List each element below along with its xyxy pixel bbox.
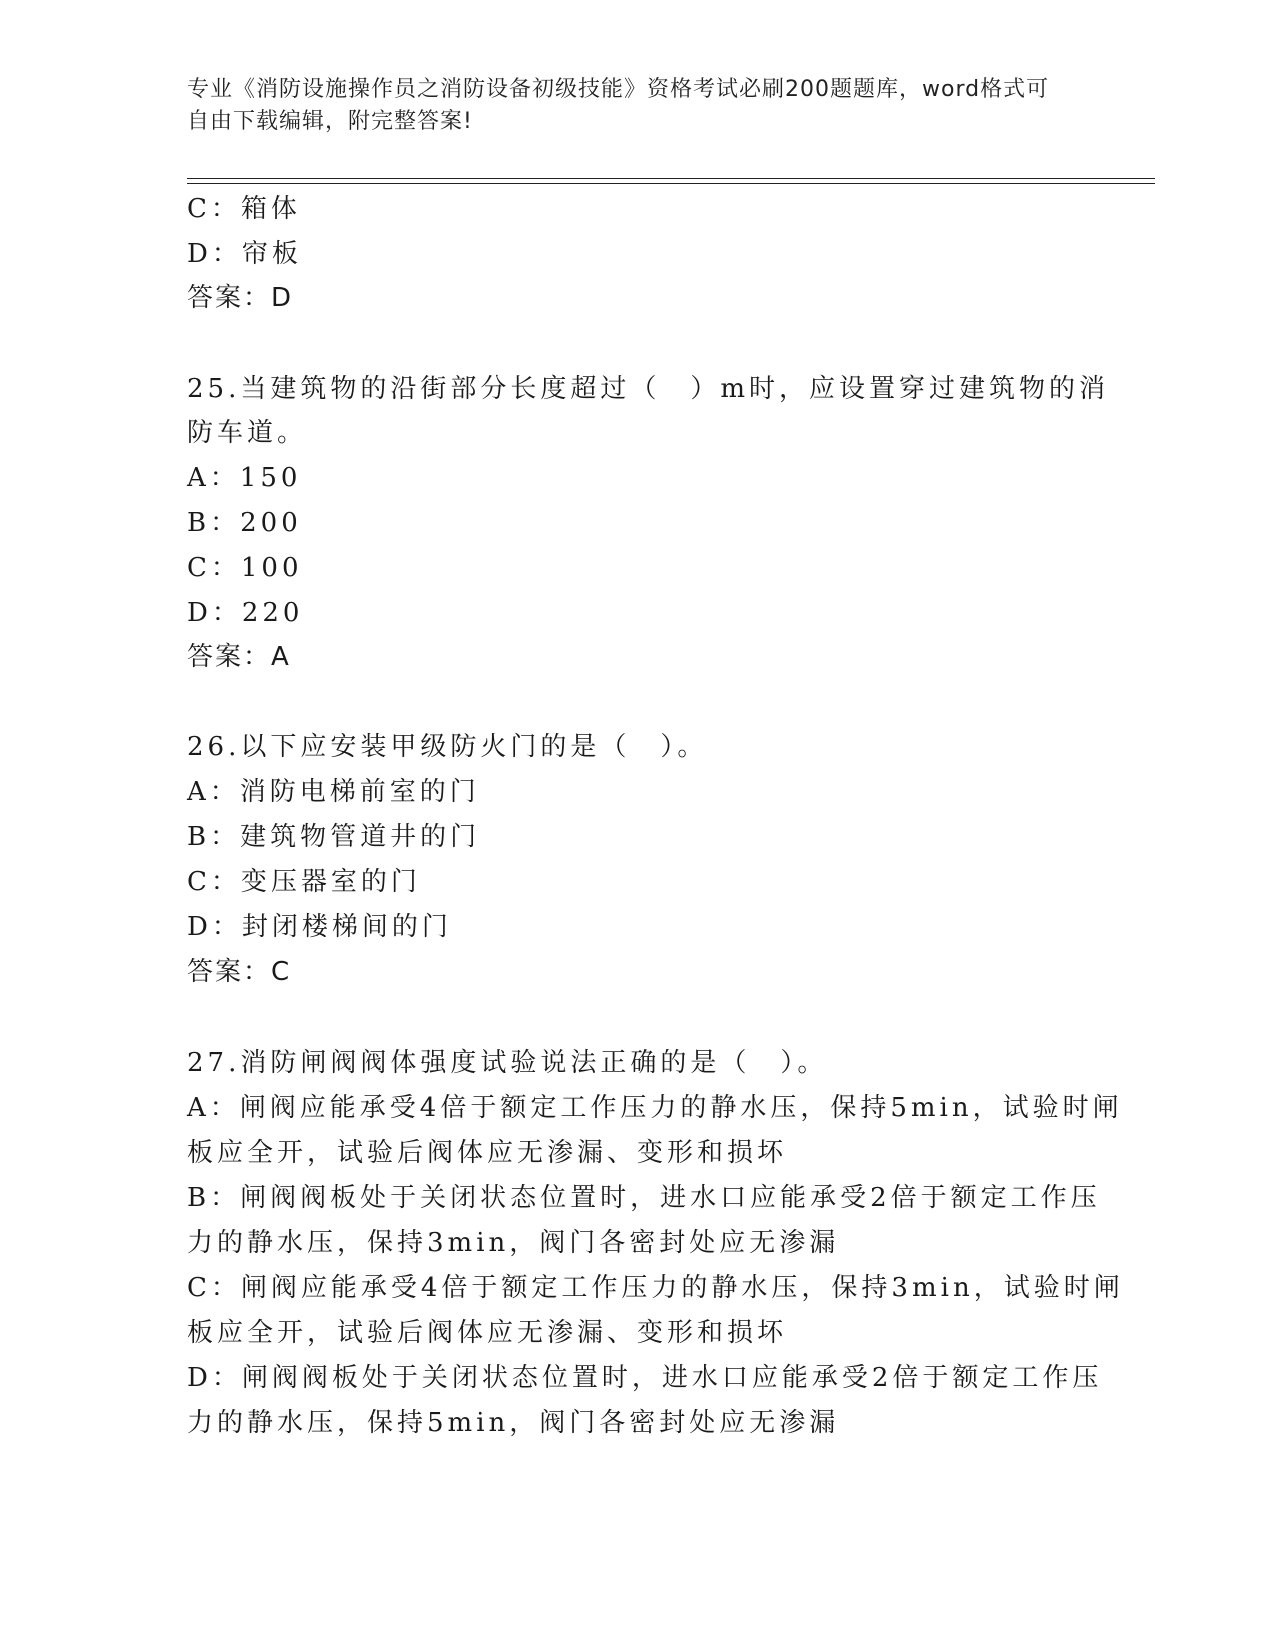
q26-option-c: C：变压器室的门 [187,867,421,897]
q27-option-a-line-2: 板应全开，试验后阀体应无渗漏、变形和损坏 [187,1138,788,1168]
q27-option-d-line-1: D：闸阀阀板处于关闭状态位置时，进水口应能承受2倍于额定工作压 [187,1363,1103,1393]
q27-option-a-line-1: A：闸阀应能承受4倍于额定工作压力的静水压，保持5min，试验时闸 [187,1093,1123,1123]
q25-answer: 答案：A [187,642,291,672]
q26-option-d: D：封闭楼梯间的门 [187,912,452,942]
q27-option-d-line-2: 力的静水压，保持5min，阀门各密封处应无渗漏 [187,1408,840,1438]
q27-stem: 27.消防闸阀阀体强度试验说法正确的是（ ）。 [187,1048,828,1078]
q27-option-c-line-2: 板应全开，试验后阀体应无渗漏、变形和损坏 [187,1318,788,1348]
q26-option-a: A：消防电梯前室的门 [187,777,480,807]
q25-option-a: A：150 [187,463,302,493]
document-header: 专业《消防设施操作员之消防设备初级技能》资格考试必刷200题题库，word格式可自由下载编辑，附完整答案! [187,77,1050,134]
q25-stem-line-2: 防车道。 [187,418,308,448]
q24-answer: 答案：D [187,283,294,313]
q25-option-b: B：200 [187,508,302,538]
q26-option-b: B：建筑物管道井的门 [187,822,481,852]
q26-stem: 26.以下应安装甲级防火门的是（ ）。 [187,732,708,762]
q25-option-d: D：220 [187,598,304,628]
header-rule-bottom [187,183,1155,184]
q25-stem-line-1: 25.当建筑物的沿街部分长度超过（ ）m时，应设置穿过建筑物的消 [187,374,1110,404]
q24-option-d: D：帘板 [187,239,302,269]
q26-answer: 答案：C [187,957,292,987]
q25-option-c: C：100 [187,553,303,583]
q24-option-c: C：箱体 [187,194,301,224]
header-rule-top [187,178,1155,179]
q27-option-b-line-1: B：闸阀阀板处于关闭状态位置时，进水口应能承受2倍于额定工作压 [187,1183,1101,1213]
q27-option-b-line-2: 力的静水压，保持3min，阀门各密封处应无渗漏 [187,1228,840,1258]
q27-option-c-line-1: C：闸阀应能承受4倍于额定工作压力的静水压，保持3min，试验时闸 [187,1273,1124,1303]
